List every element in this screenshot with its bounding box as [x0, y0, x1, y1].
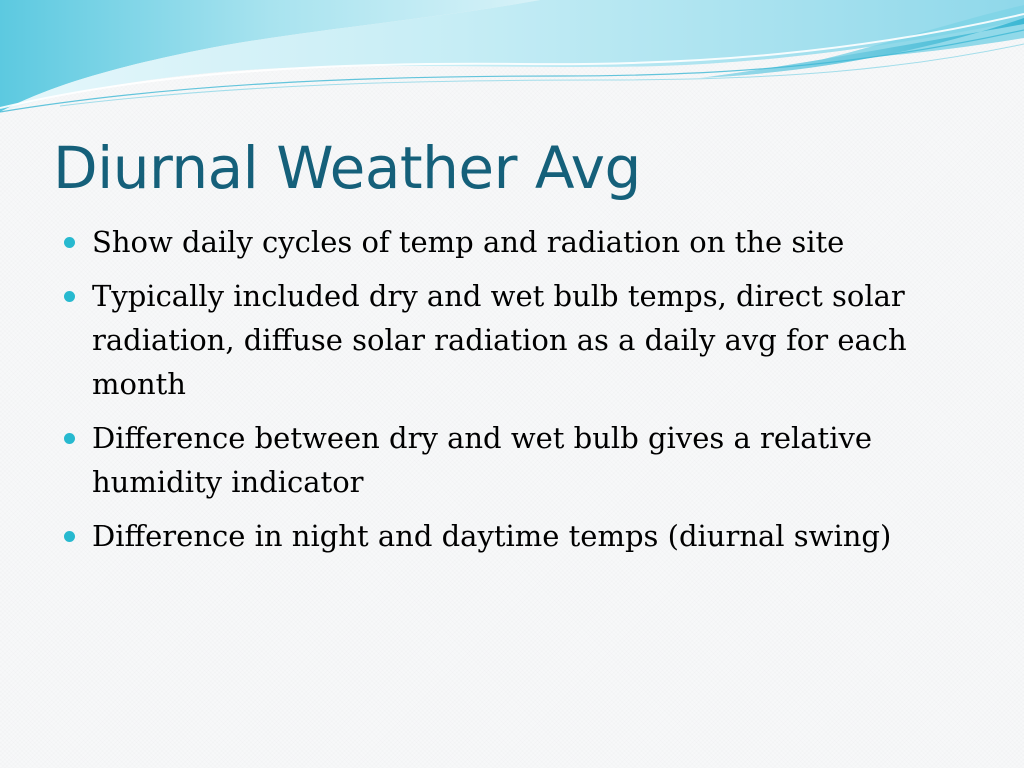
bullet-item: [62, 416, 962, 504]
slide-title: Diurnal Weather Avg: [53, 134, 641, 202]
bullet-list: [62, 220, 962, 568]
bullet-dot-icon: [64, 531, 75, 542]
bullet-text: Difference in night and daytime temps (diurnal swing): [92, 519, 892, 553]
bullet-item: [62, 220, 962, 264]
bullet-text: Typically included dry and wet bulb temps, direct solar radiation, diffuse solar radiation as a daily avg for each month: [92, 279, 907, 401]
bullet-text: Show daily cycles of temp and radiation on the site: [92, 225, 845, 259]
header-wave-decoration: [0, 0, 1024, 130]
bullet-dot-icon: [64, 291, 75, 302]
bullet-dot-icon: [64, 433, 75, 444]
bullet-text: Difference between dry and wet bulb gives a relative humidity indicator: [92, 421, 873, 499]
bullet-item: [62, 514, 962, 558]
bullet-dot-icon: [64, 237, 75, 248]
bullet-item: [62, 274, 962, 406]
